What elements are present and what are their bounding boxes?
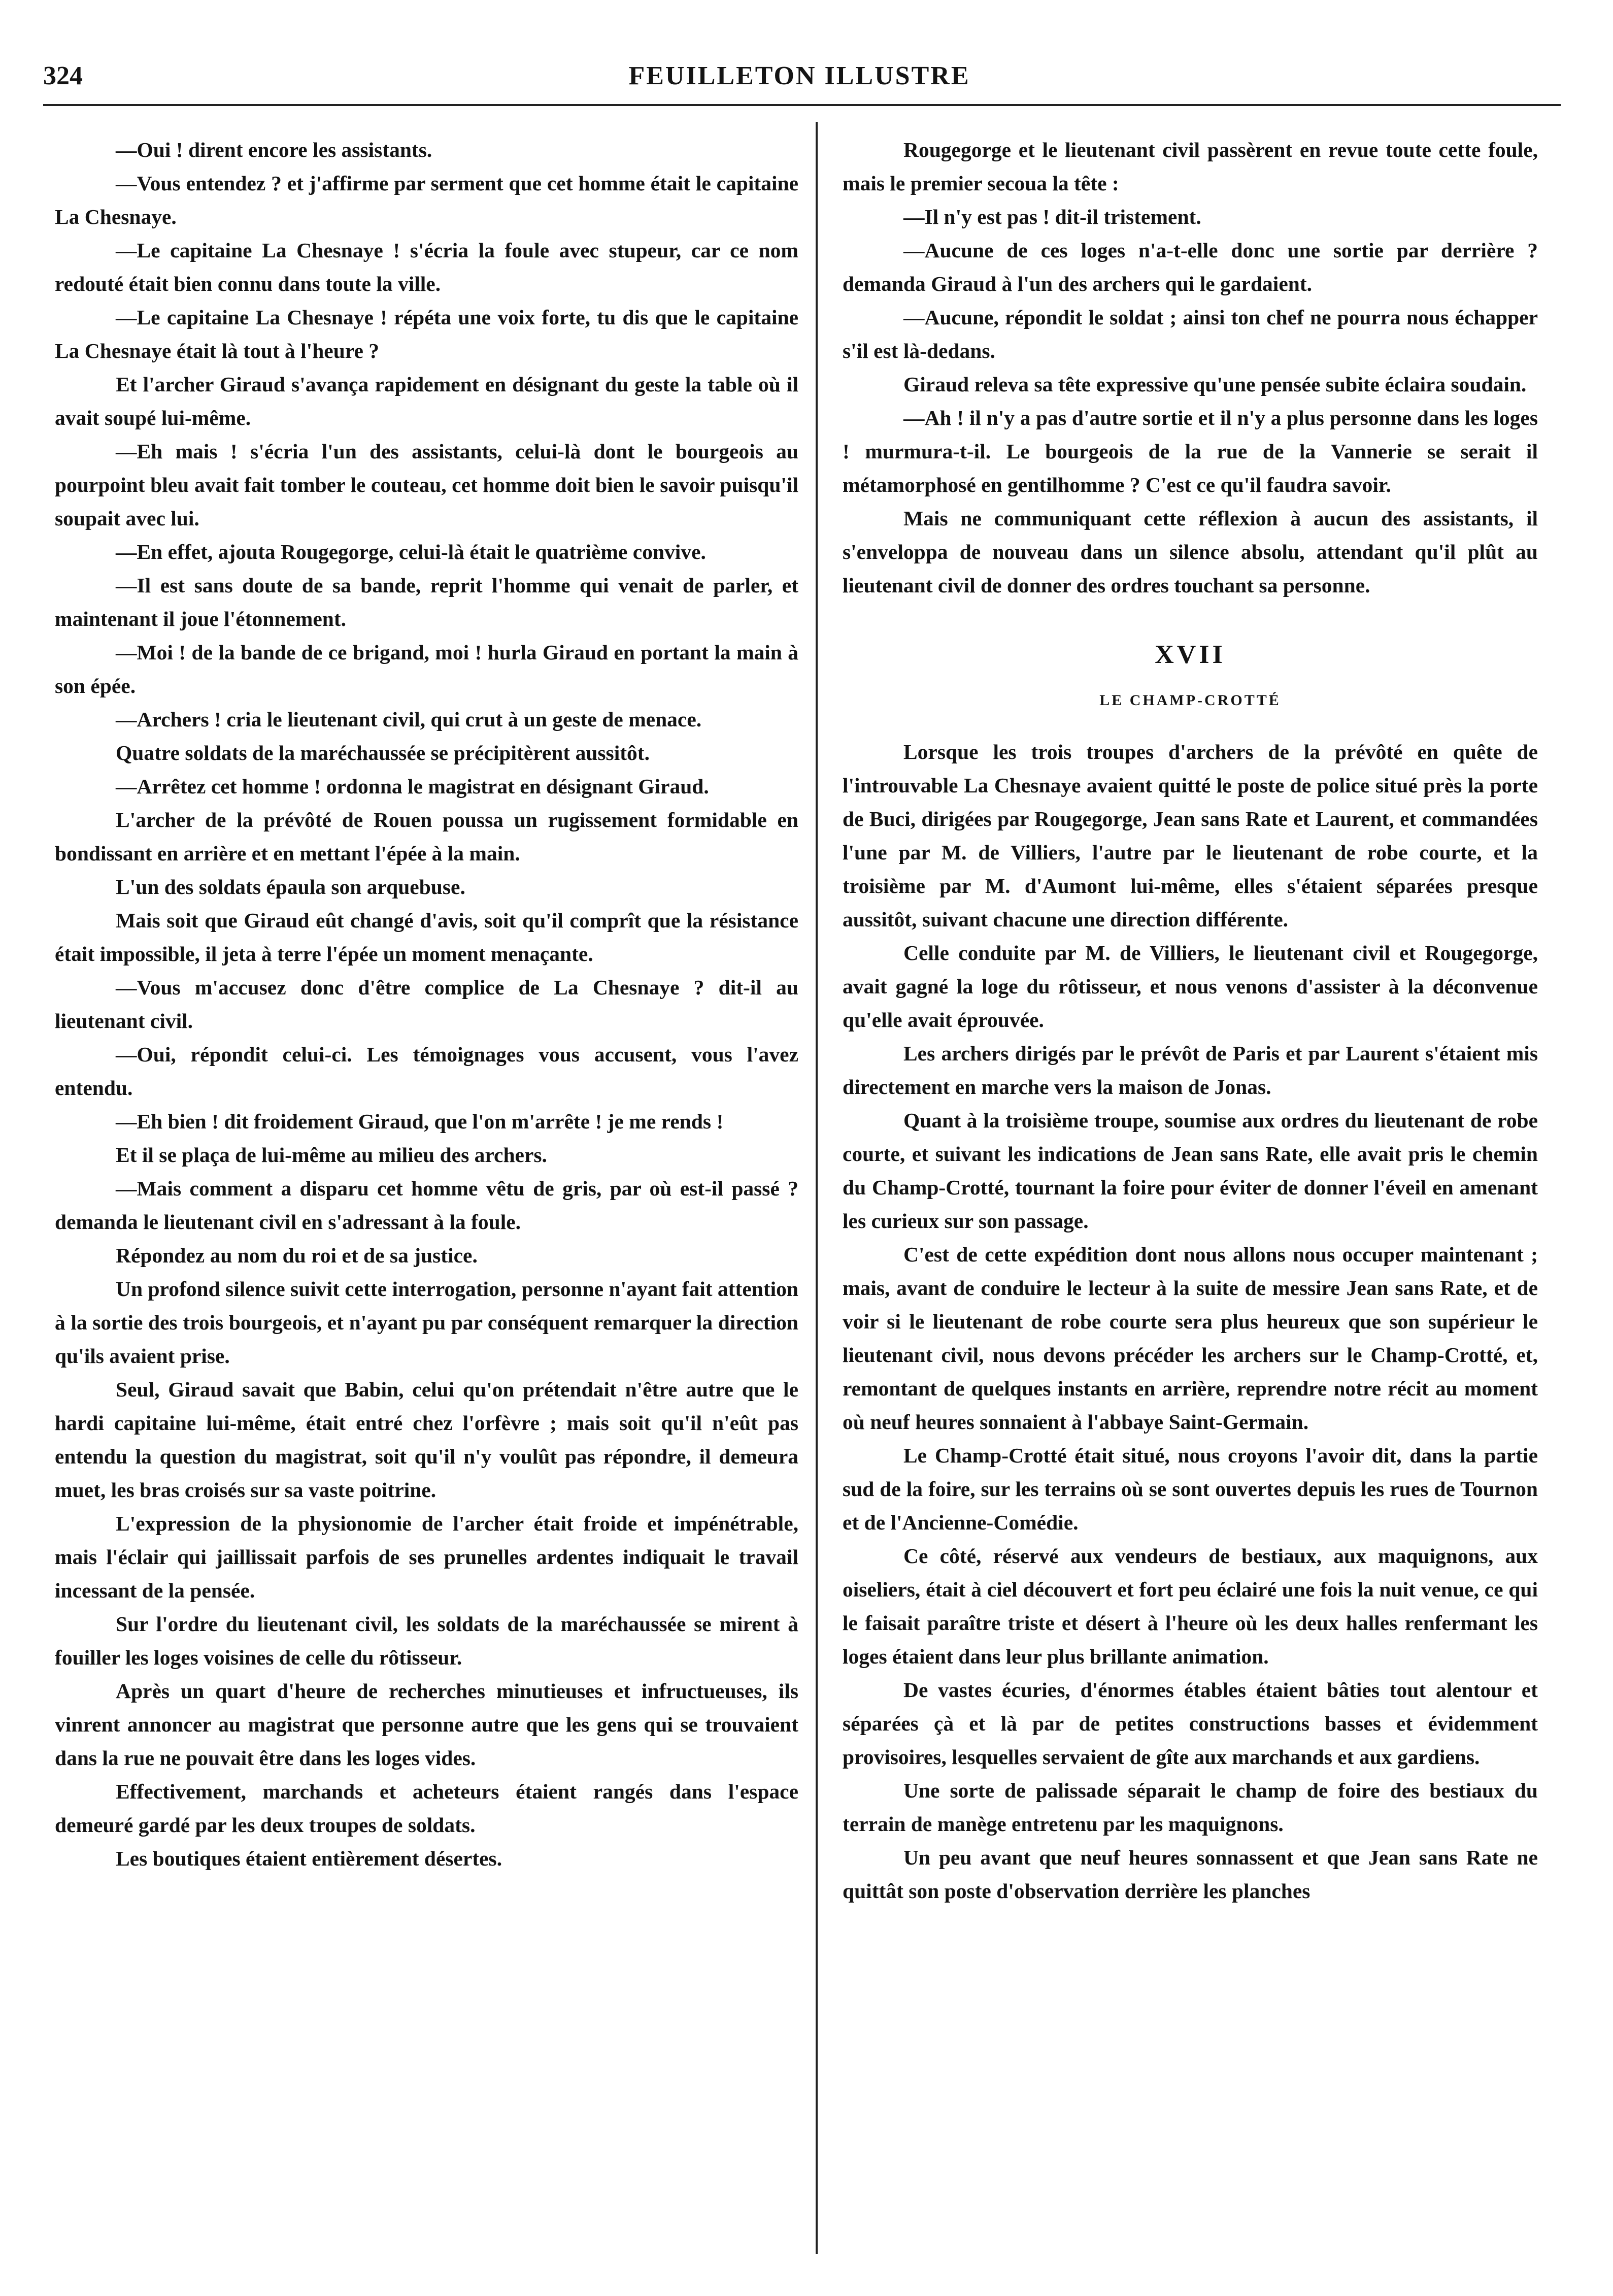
paragraph: L'expression de la physionomie de l'archer était froide et impénétrable, mais l'éclair qui jaillissait parfois de ses prunelles ardentes indiquait le travail incessant de la pensée. (55, 1512, 798, 1602)
header-rule (43, 104, 1561, 106)
left-column (55, 133, 798, 1875)
paragraph: —Le capitaine La Chesnaye ! s'écria la foule avec stupeur, car ce nom redouté était bien connu dans toute la ville. (55, 239, 798, 295)
paragraph: Effectivement, marchands et acheteurs étaient rangés dans l'espace demeuré gardé par les deux troupes de soldats. (55, 1780, 798, 1837)
running-title: FEUILLETON ILLUSTRE (628, 61, 970, 90)
paragraph: Et l'archer Giraud s'avança rapidement en désignant du geste la table où il avait soupé lui-même. (55, 373, 798, 429)
paragraph: —Oui ! dirent encore les assistants. (116, 138, 432, 161)
paragraph: Et il se plaça de lui-même au milieu des archers. (116, 1143, 547, 1167)
chapter-number: XVII (1155, 640, 1226, 669)
paragraph: Un peu avant que neuf heures sonnassent et que Jean sans Rate ne quittât son poste d'observation derrière les planches (843, 1846, 1538, 1903)
paragraph: —Eh mais ! s'écria l'un des assistants, celui-là dont le bourgeois au pourpoint bleu avait fait tomber le couteau, cet homme doit bien le savoir puisqu'il soupait avec lui. (55, 440, 798, 530)
right-column-before-chapter (843, 133, 1538, 602)
paragraph: Celle conduite par M. de Villiers, le lieutenant civil et Rougegorge, avait gagné la loge du rôtisseur, et nous venons d'assister à la déconvenue qu'elle avait éprouvée. (843, 941, 1538, 1031)
paragraph: —Eh bien ! dit froidement Giraud, que l'on m'arrête ! je me rends ! (116, 1110, 724, 1133)
paragraph: —Vous entendez ? et j'affirme par serment que cet homme était le capitaine La Chesnaye. (55, 172, 798, 228)
paragraph: Mais soit que Giraud eût changé d'avis, soit qu'il comprît que la résistance était impossible, il jeta à terre l'épée un moment menaçante. (55, 909, 798, 966)
paragraph: Les boutiques étaient entièrement désertes. (116, 1847, 502, 1870)
paragraph: L'un des soldats épaula son arquebuse. (116, 875, 465, 899)
paragraph: —Le capitaine La Chesnaye ! répéta une voix forte, tu dis que le capitaine La Chesnaye était là tout à l'heure ? (55, 306, 798, 362)
paragraph: Un profond silence suivit cette interrogation, personne n'ayant fait attention à la sortie des trois bourgeois, et n'ayant pu par conséquent remarquer la direction qu'ils avaient prise. (55, 1277, 798, 1368)
page-number: 324 (43, 61, 83, 90)
paragraph: —Aucune de ces loges n'a-t-elle donc une sortie par derrière ? demanda Giraud à l'un des archers qui le gardaient. (843, 239, 1538, 295)
right-column (843, 133, 1538, 1908)
paragraph: C'est de cette expédition dont nous allons nous occuper maintenant ; mais, avant de conduire le lecteur à la suite de messire Jean sans Rate, et de voir si le lieutenant de robe courte sera plus heureux que son supérieur le lieutenant civil, nous devons précéder les archers sur le Champ-Crotté, et, remontant de quelques instants en arrière, reprendre notre récit au moment où neuf heures sonnaient à l'abbaye Saint-Germain. (843, 1243, 1538, 1434)
page-header (43, 61, 1556, 102)
paragraph: —Aucune, répondit le soldat ; ainsi ton chef ne pourra nous échapper s'il est là-dedans. (843, 306, 1538, 362)
paragraph: Rougegorge et le lieutenant civil passèrent en revue toute cette foule, mais le premier secoua la tête : (843, 138, 1538, 195)
paragraph: De vastes écuries, d'énormes étables étaient bâties tout alentour et séparées çà et là par de petites constructions basses et évidemment provisoires, lesquelles servaient de gîte aux marchands et aux gardiens. (843, 1678, 1538, 1769)
paragraph: Ce côté, réservé aux vendeurs de bestiaux, aux maquignons, aux oiseliers, était à ciel découvert et fort peu éclairé une fois la nuit venue, ce qui le faisait paraître triste et désert à l'heure où les deux halles renfermant les loges étaient dans leur plus brillante animation. (843, 1544, 1538, 1668)
paragraph: Quant à la troisième troupe, soumise aux ordres du lieutenant de robe courte, et suivant les indications de Jean sans Rate, elle avait pris le chemin du Champ-Crotté, tournant la foire pour éviter de donner l'éveil en amenant les curieux sur son passage. (843, 1109, 1538, 1233)
paragraph: Après un quart d'heure de recherches minutieuses et infructueuses, ils vinrent annoncer au magistrat que personne autre que les gens qui se trouvaient dans la rue ne pouvait être dans les loges vides. (55, 1679, 798, 1770)
paragraph: —Il est sans doute de sa bande, reprit l'homme qui venait de parler, et maintenant il joue l'étonnement. (55, 574, 798, 630)
paragraph: —Ah ! il n'y a pas d'autre sortie et il n'y a plus personne dans les loges ! murmura-t-il. Le bourgeois de la rue de la Vannerie se serait il métamorphosé en gentilhomme ? C'est ce qu'il faudra savoir. (843, 406, 1538, 496)
paragraph: Seul, Giraud savait que Babin, celui qu'on prétendait n'être autre que le hardi capitaine lui-même, était entré chez l'orfèvre ; mais soit qu'il n'eût pas entendu la question du magistrat, soit qu'il n'y voulût pas répondre, il demeura muet, les bras croisés sur sa vaste poitrine. (55, 1378, 798, 1502)
paragraph: Mais ne communiquant cette réflexion à aucun des assistants, il s'enveloppa de nouveau dans un silence absolu, attendant qu'il plût au lieutenant civil de donner des ordres touchant sa personne. (843, 507, 1538, 597)
paragraph: —Vous m'accusez donc d'être complice de La Chesnaye ? dit-il au lieutenant civil. (55, 976, 798, 1033)
paragraph: Sur l'ordre du lieutenant civil, les soldats de la maréchaussée se mirent à fouiller les loges voisines de celle du rôtisseur. (55, 1612, 798, 1669)
paragraph: —Arrêtez cet homme ! ordonna le magistrat en désignant Giraud. (116, 775, 709, 798)
paragraph: Le Champ-Crotté était situé, nous croyons l'avoir dit, dans la partie sud de la foire, sur les terrains où se sont ouvertes depuis les rues de Tournon et de l'Ancienne-Comédie. (843, 1444, 1538, 1534)
right-column-after-chapter (843, 735, 1538, 1908)
paragraph: Giraud releva sa tête expressive qu'une pensée subite éclaira soudain. (903, 373, 1527, 396)
paragraph: —Moi ! de la bande de ce brigand, moi ! hurla Giraud en portant la main à son épée. (55, 641, 798, 697)
paragraph: —Oui, répondit celui-ci. Les témoignages vous accusent, vous l'avez entendu. (55, 1043, 798, 1100)
chapter-title: LE CHAMP-CROTTÉ (1099, 692, 1281, 709)
paragraph: —Mais comment a disparu cet homme vêtu de gris, par où est-il passé ? demanda le lieutenant civil en s'adressant à la foule. (55, 1177, 798, 1234)
paragraph: Une sorte de palissade séparait le champ de foire des bestiaux du terrain de manège entretenu par les maquignons. (843, 1779, 1538, 1836)
paragraph: Quatre soldats de la maréchaussée se précipitèrent aussitôt. (116, 741, 650, 764)
paragraph: Les archers dirigés par le prévôt de Paris et par Laurent s'étaient mis directement en marche vers la maison de Jonas. (843, 1042, 1538, 1099)
paragraph: —En effet, ajouta Rougegorge, celui-là était le quatrième convive. (116, 540, 706, 563)
paragraph: —Il n'y est pas ! dit-il tristement. (903, 205, 1201, 228)
paragraph: L'archer de la prévôté de Rouen poussa un rugissement formidable en bondissant en arrière et en mettant l'épée à la main. (55, 808, 798, 865)
paragraph: Répondez au nom du roi et de sa justice. (116, 1244, 478, 1267)
paragraph: Lorsque les trois troupes d'archers de la prévôté en quête de l'introuvable La Chesnaye avaient quitté le poste de police situé près la porte de Buci, dirigées par Rougegorge, Jean sans Rate et Laurent, et commandées l'une par M. de Villiers, l'autre par le lieutenant de robe courte, et la troisième par M. d'Aumont lui-même, elles s'étaient séparées presque aussitôt, suivant chacune une direction différente. (843, 740, 1538, 931)
paragraph: —Archers ! cria le lieutenant civil, qui crut à un geste de menace. (116, 708, 702, 731)
column-divider (816, 122, 818, 2254)
